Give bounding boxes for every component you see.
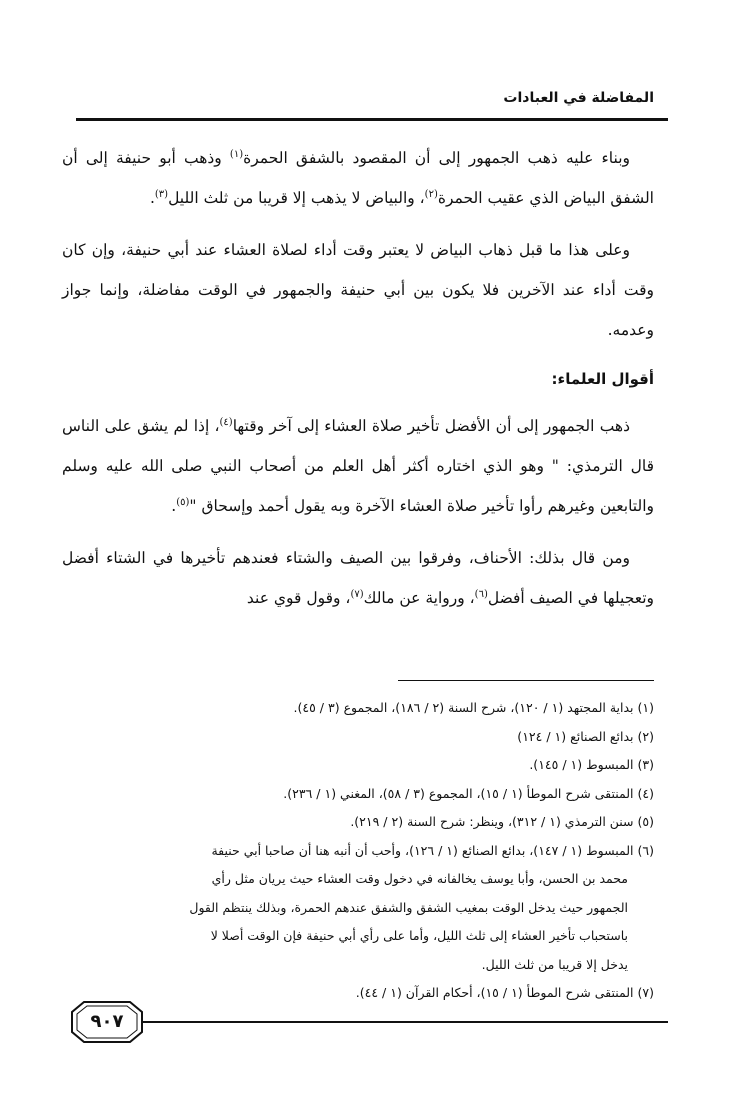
page-number: ٩٠٧ bbox=[90, 1011, 124, 1032]
footnote-6-line-2: محمد بن الحسن، وأبا يوسف يخالفانه في دخول وقت العشاء حيث يريان مثل رأي bbox=[211, 871, 628, 886]
running-header-title: المفاضلة في العبادات bbox=[503, 90, 654, 106]
footnote-6-line-4: باستحباب تأخير العشاء إلى ثلث الليل، وأما على رأي أبي حنيفة فإن الوقت أصلا لا bbox=[210, 928, 628, 943]
paragraph-2: وعلى هذا ما قبل ذهاب البياض لا يعتبر وقت أداء لصلاة العشاء عند أبي حنيفة، وإن كان وقت أداء عند الآخرين فلا يكون بين أبي حنيفة والجمهور في الوقت مفاضلة، وإنما جواز وعدمه. bbox=[62, 241, 654, 339]
footnote-1: (١) بداية المجتهد (١ / ١٢٠)، شرح السنة (٢ / ١٨٦)، المجموع (٣ / ٤٥). bbox=[293, 700, 654, 715]
page-number-badge bbox=[70, 1000, 144, 1044]
footnote-marker-1[interactable]: (١) bbox=[229, 148, 244, 160]
section-heading: أقوال العلماء: bbox=[551, 370, 654, 388]
paragraph-4: ومن قال بذلك: الأحناف، وفرقوا بين الصيف والشتاء فعندهم تأخيرها في الشتاء أفضل وتعجيلها في الصيف أفضل$^{(٦)}$، ورواية عن مالك$^{(٧)}$، وقول قوي عند bbox=[62, 549, 654, 607]
footnote-7: (٧) المنتقى شرح الموطأ (١ / ١٥)، أحكام القرآن (١ / ٤٤). bbox=[355, 985, 654, 1000]
footnote-6-line-5: يدخل إلا قريبا من ثلث الليل. bbox=[481, 956, 628, 972]
footnote-marker-6[interactable]: (٦) bbox=[474, 588, 488, 600]
footnote-3: (٣) المبسوط (١ / ١٤٥). bbox=[529, 757, 654, 772]
paragraph-3: ذهب الجمهور إلى أن الأفضل تأخير صلاة العشاء إلى آخر وقتها$^{(٤)}$، إذا لم يشق على الناس قال الترمذي: " وهو الذي اختاره أكثر أهل العلم من أصحاب النبي صلى الله عليه وسلم والتابعين وغيرهم رأوا تأخير صلاة العشاء الآخرة وبه يقول أحمد وإسحاق "$^{(٥)}$. bbox=[62, 416, 654, 515]
footnote-6-line-3: الجمهور حيث يدخل الوقت بمغيب الشفق والشفق عندهم الحمرة، وبذلك ينتظم القول bbox=[189, 899, 628, 915]
footnote-marker-7[interactable]: (٧) bbox=[350, 588, 364, 600]
footnote-6: (٦) المبسوط (١ / ١٤٧)، بدائع الصنائع (١ / ١٢٦)، وأحب أن أنبه هنا أن صاحبا أبي حنيفة bbox=[211, 842, 654, 858]
header-rule bbox=[76, 118, 668, 121]
footnote-4: (٤) المنتقى شرح الموطأ (١ / ١٥)، المجموع (٣ / ٥٨)، المغني (١ / ٢٣٦). bbox=[283, 785, 654, 801]
footnote-separator bbox=[398, 680, 654, 681]
footer-rule bbox=[132, 1021, 668, 1023]
footnote-marker-3[interactable]: (٣) bbox=[154, 188, 169, 200]
footnote-marker-4[interactable]: (٤) bbox=[219, 416, 233, 428]
footnote-5: (٥) سنن الترمذي (١ / ٣١٢)، وينظر: شرح السنة (٢ / ٢١٩). bbox=[350, 814, 654, 829]
main-text-body bbox=[62, 138, 654, 630]
footnote-2: (٢) بدائع الصنائع (١ / ١٢٤) bbox=[517, 728, 654, 744]
footnotes-section bbox=[62, 694, 654, 1008]
paragraph-1: وبناء عليه ذهب الجمهور إلى أن المقصود بالشفق الحمرة$^{(١)}$ وذهب أبو حنيفة إلى أن الشفق البياض الذي عقيب الحمرة$^{(٢)}$، والبياض لا يذهب إلا قريبا من ثلث الليل$^{(٣)}$. bbox=[62, 148, 654, 207]
footnote-marker-5[interactable]: (٥) bbox=[176, 496, 190, 508]
footnote-marker-2[interactable]: (٢) bbox=[424, 188, 438, 200]
